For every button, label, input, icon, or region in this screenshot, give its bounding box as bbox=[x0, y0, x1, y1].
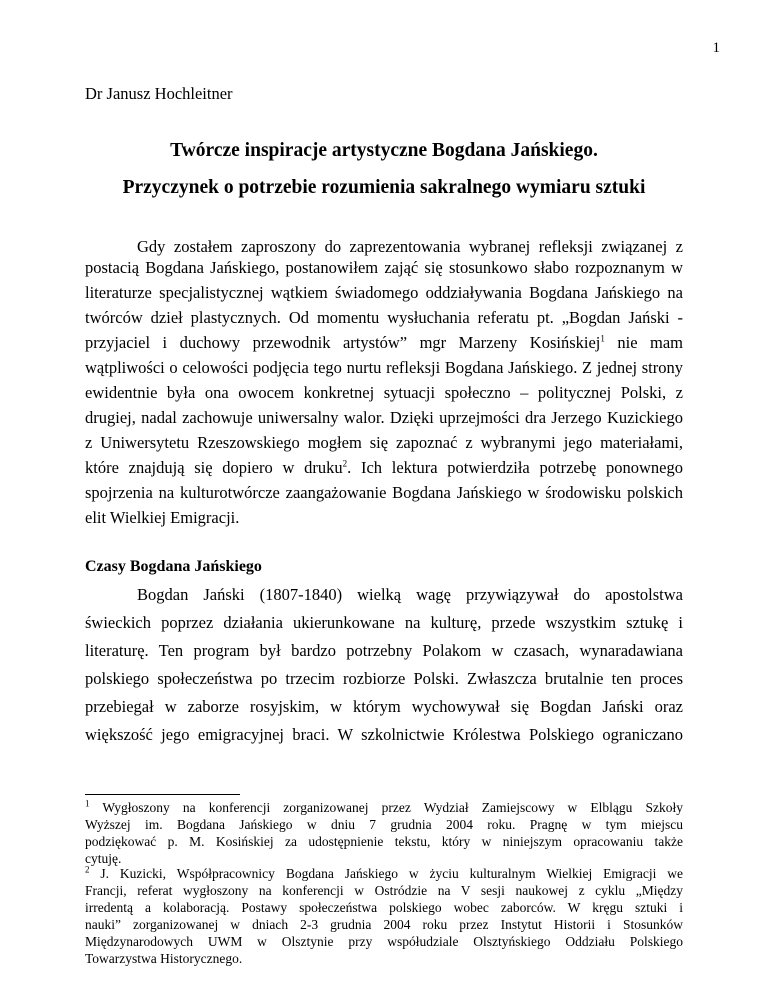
intro-line-9: z Uniwersytetu Rzeszowskiego mogłem się zapoznać z wybranymi jego materiałami, bbox=[85, 433, 683, 452]
footnote-2-line-1 bbox=[85, 866, 683, 882]
section-line-2: świeckich poprzez działania ukierunkowane na kulturę, przede wszystkim sztukę i bbox=[85, 613, 683, 632]
section-heading: Czasy Bogdana Jańskiego bbox=[85, 558, 262, 575]
footnote-separator bbox=[85, 794, 240, 795]
title-line-1: Twórcze inspiracje artystyczne Bogdana Jańskiego. bbox=[170, 140, 598, 161]
footnote-2-line-5: Międzynarodowych UWM w Olsztynie przy współudziale Olsztyńskiego Oddziału Polskiego bbox=[85, 934, 683, 949]
footnote-1-line-1-text: Wygłoszony na konferencji zorganizowanej przez Wydział Zamiejscowy w Elblągu Szkoły bbox=[102, 800, 683, 815]
section-line-4: polskiego społeczeństwa po trzecim rozbiorze Polski. Zwłaszcza brutalnie ten proces bbox=[85, 669, 683, 688]
footnote-1-line-4: cytuję. bbox=[85, 851, 122, 866]
footnote-2-line-3: irredentą a kolaboracją. Postawy społeczeństwa polskiego wobec zaborców. W kręgu sztuki i bbox=[85, 900, 683, 915]
section-line-1: Bogdan Jański (1807-1840) wielką wagę przywiązywał do apostolstwa bbox=[137, 585, 683, 604]
intro-line-7: ewidentnie była ona owocem konkretnej sytuacji społeczno – politycznej Polski, z bbox=[85, 383, 683, 402]
title-line-2: Przyczynek o potrzebie rozumienia sakralnego wymiaru sztuki bbox=[122, 177, 646, 198]
intro-line-5-tail: nie mam bbox=[617, 333, 684, 352]
intro-line-11: spojrzenia na kulturotwórcze zaangażowanie Bogdana Jańskiego w środowisku polskich bbox=[85, 483, 683, 502]
footnote-ref-1: 1 bbox=[600, 333, 605, 344]
footnote-2-line-2: Francji, referat wygłoszony na konferencji w Ostródzie na V sesji naukowej z cyklu „Między bbox=[85, 883, 683, 898]
intro-line-1: Gdy zostałem zaproszony do zaprezentowania wybranej refleksji związanej z bbox=[137, 237, 683, 256]
footnote-1-line-2: Wyższej im. Bogdana Jańskiego w dniu 7 grudnia 2004 roku. Pragnę w tym miejscu bbox=[85, 817, 683, 832]
footnote-2-line-1-text: J. Kuzicki, Współpracownicy Bogdana Jańskiego w życiu kulturalnym Wielkiej Emigracji we bbox=[100, 866, 683, 881]
intro-line-2: postacią Bogdana Jańskiego, postanowiłem zająć się stosunkowo słabo rozpoznanym w bbox=[85, 258, 683, 277]
footnote-2-line-6: Towarzystwa Historycznego. bbox=[85, 951, 243, 966]
intro-line-8: drugiej, nadal zachowuje uniwersalny walor. Dzięki uprzejmości dra Jerzego Kuzickiego bbox=[85, 408, 683, 427]
intro-line-5-text: przyjaciel i duchowy przewodnik artystów” mgr Marzeny Kosińskiej bbox=[85, 333, 601, 352]
intro-line-6: wątpliwości o celowości podjęcia tego nurtu refleksji Bogdana Jańskiego. Z jednej strony bbox=[85, 358, 683, 377]
section-line-5: przebiegał w zaborze rosyjskim, w którym wychowywał się Bogdan Jański oraz bbox=[85, 697, 683, 716]
intro-line-10-tail: Ich lektura potwierdziła potrzebę ponownego bbox=[360, 458, 684, 477]
footnote-2-line-4: nauki” zorganizowanej w dniach 2-3 grudnia 2004 roku przez Instytut Historii i Stosunków bbox=[85, 917, 683, 932]
section-line-6: większość jego emigracyjnej braci. W szkolnictwie Królestwa Polskiego ograniczano bbox=[85, 725, 683, 744]
intro-line-10-text: które znajdują się dopiero w druku bbox=[85, 458, 343, 477]
section-line-3: literaturę. Ten program był bardzo potrzebny Polakom w czasach, wynaradawiana bbox=[85, 641, 683, 660]
intro-line-10: które znajdują się dopiero w druku$^2$. Ich lektura potwierdziła potrzebę ponownego bbox=[85, 458, 684, 477]
footnote-ref-2: 2 bbox=[342, 458, 348, 469]
footnote-2-mark: 2 bbox=[85, 864, 90, 875]
author-name: Dr Janusz Hochleitner bbox=[85, 84, 233, 103]
page-number: 1 bbox=[712, 40, 720, 56]
intro-line-5 bbox=[85, 333, 683, 353]
intro-line-4: twórców dzieł plastycznych. Od momentu wysłuchania referatu pt. „Bogdan Jański - bbox=[85, 308, 683, 327]
footnote-1-line-3: podziękować p. M. Kosińskiej za udostępnienie tekstu, który w niniejszym opracowaniu także bbox=[85, 834, 683, 849]
intro-line-12: elit Wielkiej Emigracji. bbox=[85, 508, 240, 527]
intro-line-3: literaturze specjalistycznej wątkiem świadomego oddziaływania Bogdana Jańskiego na bbox=[85, 283, 683, 302]
footnote-1-line-1 bbox=[85, 800, 683, 816]
footnote-1-mark: 1 bbox=[85, 798, 90, 809]
